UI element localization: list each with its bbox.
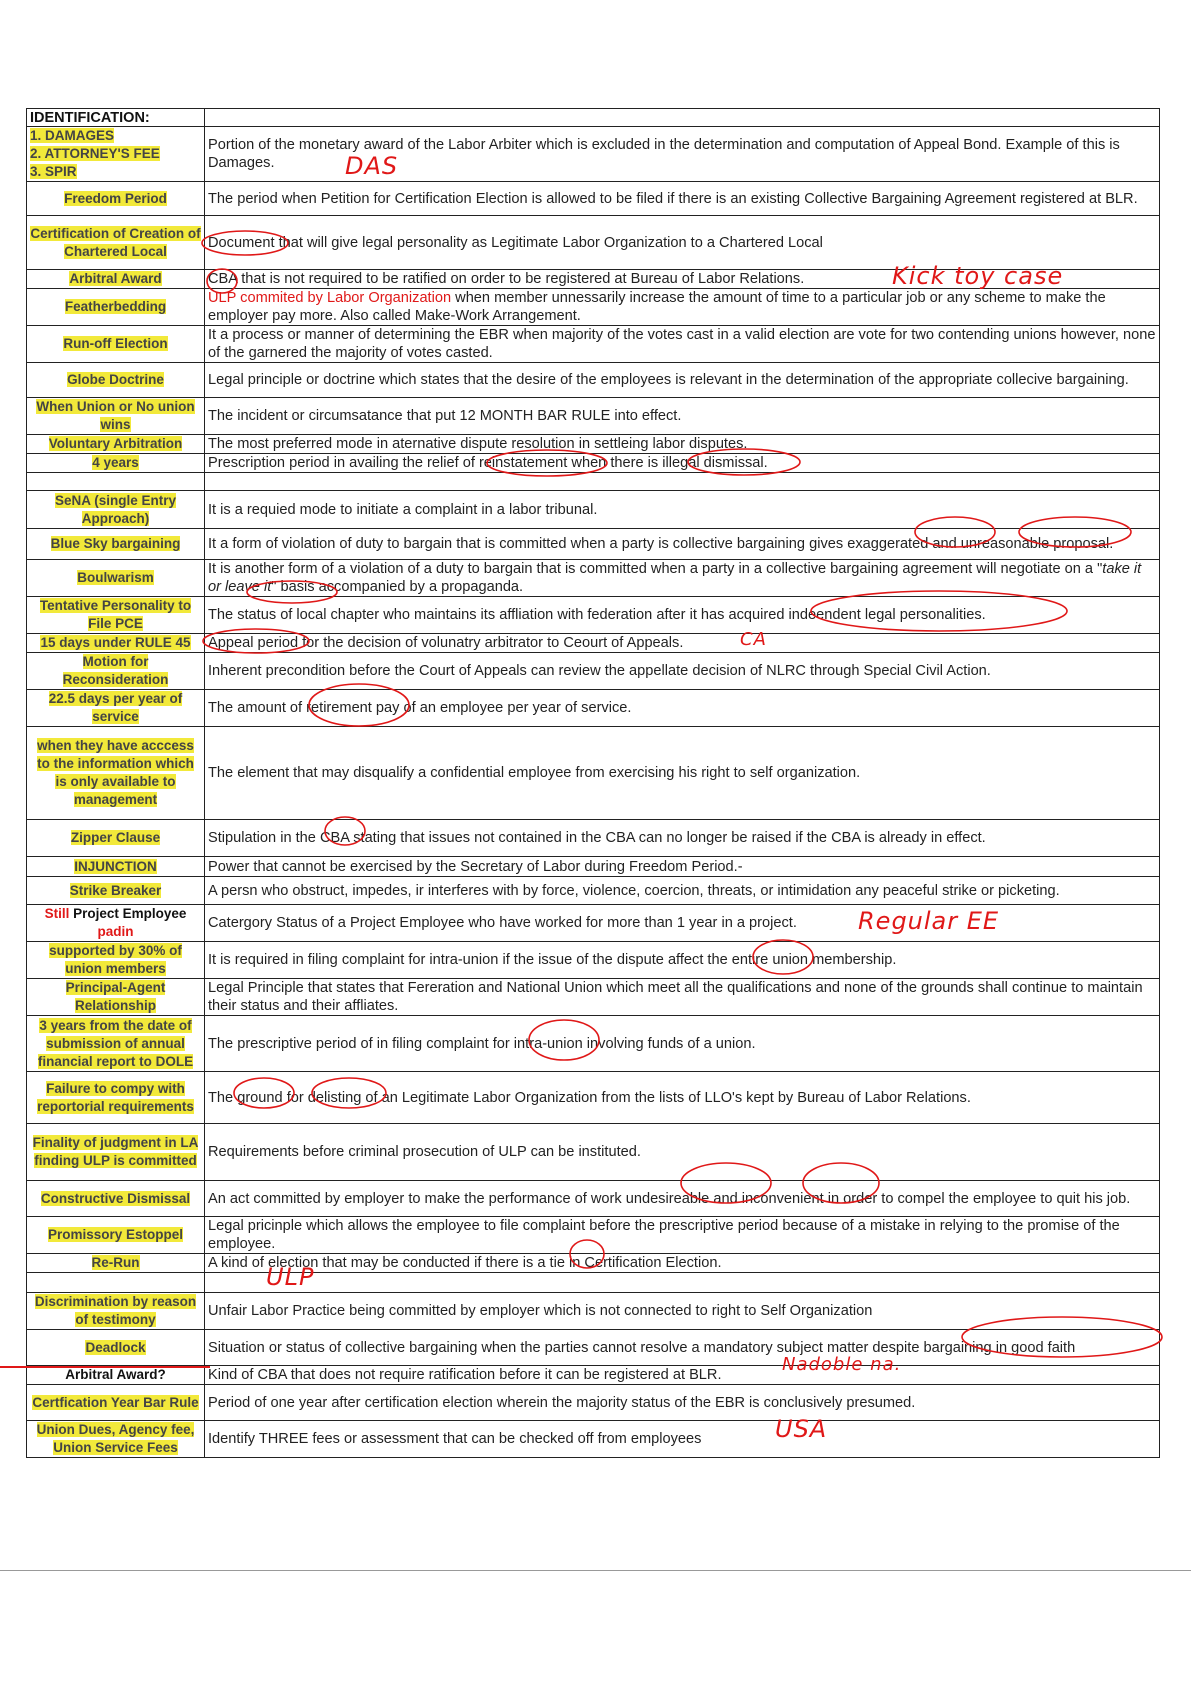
question-text: The amount of retirement pay of an employee per year of service. <box>208 700 632 716</box>
question-cell <box>205 1124 1160 1181</box>
answer-text: when they have acccess to the information which is only available to management <box>37 738 194 807</box>
first-row-answers <box>27 127 205 182</box>
question-cell <box>205 727 1160 820</box>
answer-text: SeNA (single Entry Approach) <box>54 492 177 526</box>
answer-text: Globe Doctrine <box>67 372 164 387</box>
answer-cell <box>27 363 205 398</box>
question-cell <box>205 182 1160 216</box>
question-cell <box>205 1330 1160 1366</box>
question-cell <box>205 905 1160 942</box>
question-text: Appeal period for the decision of volunatry arbitrator to Ceourt of Appeals. <box>208 635 684 651</box>
table-row <box>27 979 1160 1016</box>
identification-table <box>26 108 1160 1458</box>
answer-text: Motion for Reconsideration <box>62 654 169 687</box>
table-row <box>27 473 1160 491</box>
answer-text: Project Employee <box>73 906 187 921</box>
answer-cell <box>27 877 205 905</box>
table-row <box>27 634 1160 653</box>
question-cell <box>205 289 1160 326</box>
table-row <box>27 560 1160 597</box>
annotation-nadoble-na: Nadoble na. <box>782 1354 902 1375</box>
answer-text: Certfication Year Bar Rule <box>32 1394 199 1410</box>
annotation-das: DAS <box>345 152 399 180</box>
answer-cell <box>27 289 205 326</box>
question-cell <box>205 529 1160 560</box>
question-text: Document that will give legal personality as Legitimate Labor Organization to a Chartered Local <box>208 234 823 251</box>
question-cell <box>205 634 1160 653</box>
answer-cell <box>27 857 205 877</box>
question-cell <box>205 326 1160 363</box>
question-cell <box>205 1385 1160 1421</box>
question-text: The period when Petition for Certification Election is allowed to be filed if there is an existing Collective Bargaining Agreement registered at BLR. <box>208 190 1138 207</box>
header-blank <box>205 109 1160 127</box>
table-row <box>27 1181 1160 1217</box>
annotation-ulp: ULP <box>266 1263 315 1291</box>
answer-text: 15 days under RULE 45 <box>40 635 191 650</box>
first-row-item: 2. ATTORNEY'S FEE <box>30 146 160 161</box>
question-text-pre: It is another form of a violation of a duty to bargain that is committed when a party in a collective bargaining agreement will negotiate on a " <box>208 561 1103 577</box>
answer-text: Featherbedding <box>64 299 167 314</box>
question-text: Situation or status of collective bargaining when the parties cannot resolve a mandatory subject matter despite bargaining in good faith <box>208 1339 1076 1356</box>
question-cell <box>205 1421 1160 1458</box>
question-cell <box>205 435 1160 454</box>
answer-text: Certification of Creation of Chartered Local <box>30 225 201 259</box>
question-cell <box>205 473 1160 491</box>
table-row <box>27 877 1160 905</box>
answer-cell <box>27 1385 205 1421</box>
table-row <box>27 727 1160 820</box>
question-cell <box>205 560 1160 597</box>
question-text: Catergory Status of a Project Employee who have worked for more than 1 year in a project. <box>208 915 797 931</box>
answer-text: Strike Breaker <box>69 882 162 898</box>
table-row <box>27 398 1160 435</box>
question-text: Identify THREE fees or assessment that can be checked off from employees <box>208 1431 702 1447</box>
answer-cell <box>27 690 205 727</box>
table-row <box>27 1385 1160 1421</box>
answer-text: Promissory Estoppel <box>47 1227 184 1242</box>
question-text: It a form of violation of duty to bargain that is committed when a party is collective bargaining gives exaggerated and unreasonable proposal. <box>208 536 1114 552</box>
table-row <box>27 857 1160 877</box>
table-row <box>27 653 1160 690</box>
table-row <box>27 820 1160 857</box>
table-row <box>27 182 1160 216</box>
answer-cell <box>27 1254 205 1273</box>
answer-cell <box>27 1016 205 1072</box>
answer-cell <box>27 1293 205 1330</box>
answer-cell <box>27 454 205 473</box>
question-text: The ground for delisting of an Legitimate Labor Organization from the lists of LLO's kept by Bureau of Labor Relations. <box>208 1089 971 1106</box>
answer-cell <box>27 727 205 820</box>
answer-cell <box>27 905 205 942</box>
answer-cell <box>27 398 205 435</box>
answer-cell <box>27 560 205 597</box>
question-cell <box>205 454 1160 473</box>
question-text: The most preferred mode in aternative dispute resolution in settleing labor disputes. <box>208 436 748 452</box>
answer-cell <box>27 1273 205 1293</box>
question-text: A kind of election that may be conducted if there is a tie in Certification Election. <box>208 1255 722 1271</box>
answer-cell <box>27 270 205 289</box>
strike-line <box>0 1366 210 1368</box>
first-row-item: 1. DAMAGES <box>30 128 115 143</box>
question-text: when member unnessarily increase the amount of time to a particular job or any scheme to make the employer pay more. Also called Make-Work Arrangement. <box>208 290 1106 324</box>
question-text: Inherent precondition before the Court of Appeals can review the appellate decision of NLRC through Special Civil Action. <box>208 663 991 679</box>
answer-text: Voluntary Arbitration <box>48 436 183 451</box>
question-cell <box>205 398 1160 435</box>
question-text: Period of one year after certification election wherein the majority status of the EBR is conclusively presumed. <box>208 1394 916 1411</box>
answer-cell <box>27 1366 205 1385</box>
question-text: Kind of CBA that does not require ratification before it can be registered at BLR. <box>208 1367 722 1383</box>
answer-cell <box>27 1181 205 1217</box>
header-label: IDENTIFICATION: <box>27 109 205 127</box>
answer-cell <box>27 634 205 653</box>
question-cell <box>205 877 1160 905</box>
answer-cell <box>27 942 205 979</box>
question-text: An act committed by employer to make the performance of work undesireable and inconvenient in order to compel the employee to quit his job. <box>208 1190 1131 1207</box>
table-row <box>27 326 1160 363</box>
question-text: Stipulation in the CBA stating that issues not contained in the CBA can no longer be raised if the CBA is already in effect. <box>208 830 986 846</box>
answer-cell <box>27 1330 205 1366</box>
answer-text: Boulwarism <box>77 570 154 585</box>
first-row <box>27 127 1160 182</box>
answer-text: INJUNCTION <box>74 858 157 874</box>
answer-text: Discrimination by reason of testimony <box>34 1294 197 1327</box>
answer-text: Deadlock <box>85 1339 146 1355</box>
answer-cell <box>27 473 205 491</box>
header-row <box>27 109 1160 127</box>
answer-text: Arbitral Award <box>69 271 162 286</box>
question-cell <box>205 690 1160 727</box>
question-text: The incident or circumsatance that put 12 MONTH BAR RULE into effect. <box>208 408 682 424</box>
question-cell <box>205 820 1160 857</box>
table-row <box>27 1217 1160 1254</box>
table-row <box>27 1124 1160 1181</box>
answer-text: supported by 30% of union members <box>49 943 182 976</box>
answer-text: Failure to compy with reportorial requirements <box>37 1080 194 1114</box>
question-text: " basis accompanied by a propaganda. <box>271 579 524 595</box>
annotation-usa: USA <box>775 1415 828 1443</box>
answer-cell <box>27 597 205 634</box>
answer-cell <box>27 820 205 857</box>
first-row-question: Portion of the monetary award of the Labor Arbiter which is excluded in the determination and computation of Appeal Bond. Example of this is Damages. <box>205 127 1160 182</box>
table-row <box>27 1421 1160 1458</box>
answer-text: Freedom Period <box>64 190 167 206</box>
question-cell <box>205 1016 1160 1072</box>
answer-text: Re-Run <box>91 1255 140 1270</box>
question-text: Legal principle or doctrine which states that the desire of the employees is relevant in the determination of the appropriate collecive bargaining. <box>208 372 1129 388</box>
answer-cell <box>27 1124 205 1181</box>
answer-cell <box>27 653 205 690</box>
answer-cell <box>27 216 205 270</box>
table-row <box>27 454 1160 473</box>
answer-prefix: Still <box>44 906 74 921</box>
table-row <box>27 435 1160 454</box>
answer-suffix: padin <box>97 924 134 939</box>
question-text: Prescription period in availing the relief of reinstatement when there is illegal dismissal. <box>208 455 768 471</box>
answer-cell <box>27 491 205 529</box>
question-cell <box>205 653 1160 690</box>
question-cell <box>205 363 1160 398</box>
question-emphasis: take it or leave it <box>208 561 1142 595</box>
question-cell <box>205 597 1160 634</box>
answer-text: Principal-Agent Relationship <box>65 980 166 1013</box>
answer-text: Union Dues, Agency fee, Union Service Fees <box>36 1422 195 1455</box>
table-row <box>27 1273 1160 1293</box>
question-cell <box>205 857 1160 877</box>
question-text: Unfair Labor Practice being committed by employer which is not connected to right to Self Organization <box>208 1303 873 1319</box>
question-text: Power that cannot be exercised by the Secretary of Labor during Freedom Period.- <box>208 858 743 875</box>
answer-text: Run-off Election <box>63 336 168 351</box>
annotation-ca: CA <box>740 629 767 650</box>
question-cell <box>205 1181 1160 1217</box>
answer-cell <box>27 1217 205 1254</box>
table-row <box>27 491 1160 529</box>
question-text: It a process or manner of determining the EBR when majority of the votes cast in a valid election are vote for two contending unions however, none of the garnered the majority of votes casted. <box>208 327 1156 361</box>
question-text: It is required in filing complaint for intra-union if the issue of the dispute affect the entire union membership. <box>208 952 897 968</box>
table-row <box>27 1016 1160 1072</box>
answer-text: 22.5 days per year of service <box>48 691 183 724</box>
table-row <box>27 1330 1160 1366</box>
table-row <box>27 363 1160 398</box>
table-row <box>27 1254 1160 1273</box>
question-red-text: ULP commited by Labor Organization <box>208 290 452 306</box>
question-cell <box>205 979 1160 1016</box>
annotation-regular-ee: Regular EE <box>858 907 1000 935</box>
answer-text: Blue Sky bargaining <box>50 536 181 551</box>
first-row-item: 3. SPIR <box>30 164 77 179</box>
answer-cell <box>27 326 205 363</box>
page-divider <box>0 1570 1191 1571</box>
question-cell <box>205 1072 1160 1124</box>
question-cell <box>205 1254 1160 1273</box>
answer-text: 3 years from the date of submission of annual financial report to DOLE <box>37 1017 194 1069</box>
table-row <box>27 942 1160 979</box>
annotation-kick-toy-case: Kick toy case <box>892 262 1064 290</box>
answer-text: Finality of judgment in LA finding ULP is committed <box>32 1135 199 1168</box>
answer-cell <box>27 435 205 454</box>
answer-text: 4 years <box>92 455 139 470</box>
answer-text: Tentative Personality to File PCE <box>39 598 192 631</box>
question-cell <box>205 1366 1160 1385</box>
question-text: CBA that is not required to be ratified on order to be registered at Bureau of Labor Relations. <box>208 271 805 287</box>
table-row <box>27 597 1160 634</box>
question-cell <box>205 491 1160 529</box>
question-cell <box>205 1273 1160 1293</box>
table-row <box>27 529 1160 560</box>
answer-text: When Union or No union wins <box>36 399 195 432</box>
question-text: Requirements before criminal prosecution of ULP can be instituted. <box>208 1144 641 1160</box>
question-text: Legal Principle that states that Fereration and National Union which meet all the qualifications and none of the grounds shall continue to maintain their status and their affliates. <box>208 980 1143 1014</box>
question-text: A persn who obstruct, impedes, ir interferes with by force, violence, coercion, threats, or intimidation any peaceful strike or picketing. <box>208 882 1060 899</box>
table-row <box>27 1072 1160 1124</box>
question-cell <box>205 1293 1160 1330</box>
question-cell <box>205 942 1160 979</box>
answer-cell <box>27 1072 205 1124</box>
question-cell <box>205 1217 1160 1254</box>
table-row <box>27 1366 1160 1385</box>
answer-cell <box>27 182 205 216</box>
question-text: The status of local chapter who maintains its affliation with federation after it has acquired indeendent legal personalities. <box>208 607 986 623</box>
question-text: It is a requied mode to initiate a complaint in a labor tribunal. <box>208 501 598 518</box>
question-text: The element that may disqualify a confidential employee from exercising his right to self organization. <box>208 765 861 781</box>
answer-cell <box>27 1421 205 1458</box>
table-row <box>27 690 1160 727</box>
answer-text: Zipper Clause <box>70 830 161 845</box>
table-row <box>27 289 1160 326</box>
answer-text: Constructive Dismissal <box>40 1190 191 1206</box>
table-row <box>27 1293 1160 1330</box>
answer-cell <box>27 979 205 1016</box>
question-text: Legal pricinple which allows the employee to file complaint before the prescriptive period because of a mistake in relying to the promise of the employee. <box>208 1218 1120 1252</box>
answer-text: Arbitral Award? <box>65 1367 166 1382</box>
answer-cell <box>27 529 205 560</box>
question-text: The prescriptive period of in filing complaint for intra-union involving funds of a union. <box>208 1035 756 1052</box>
